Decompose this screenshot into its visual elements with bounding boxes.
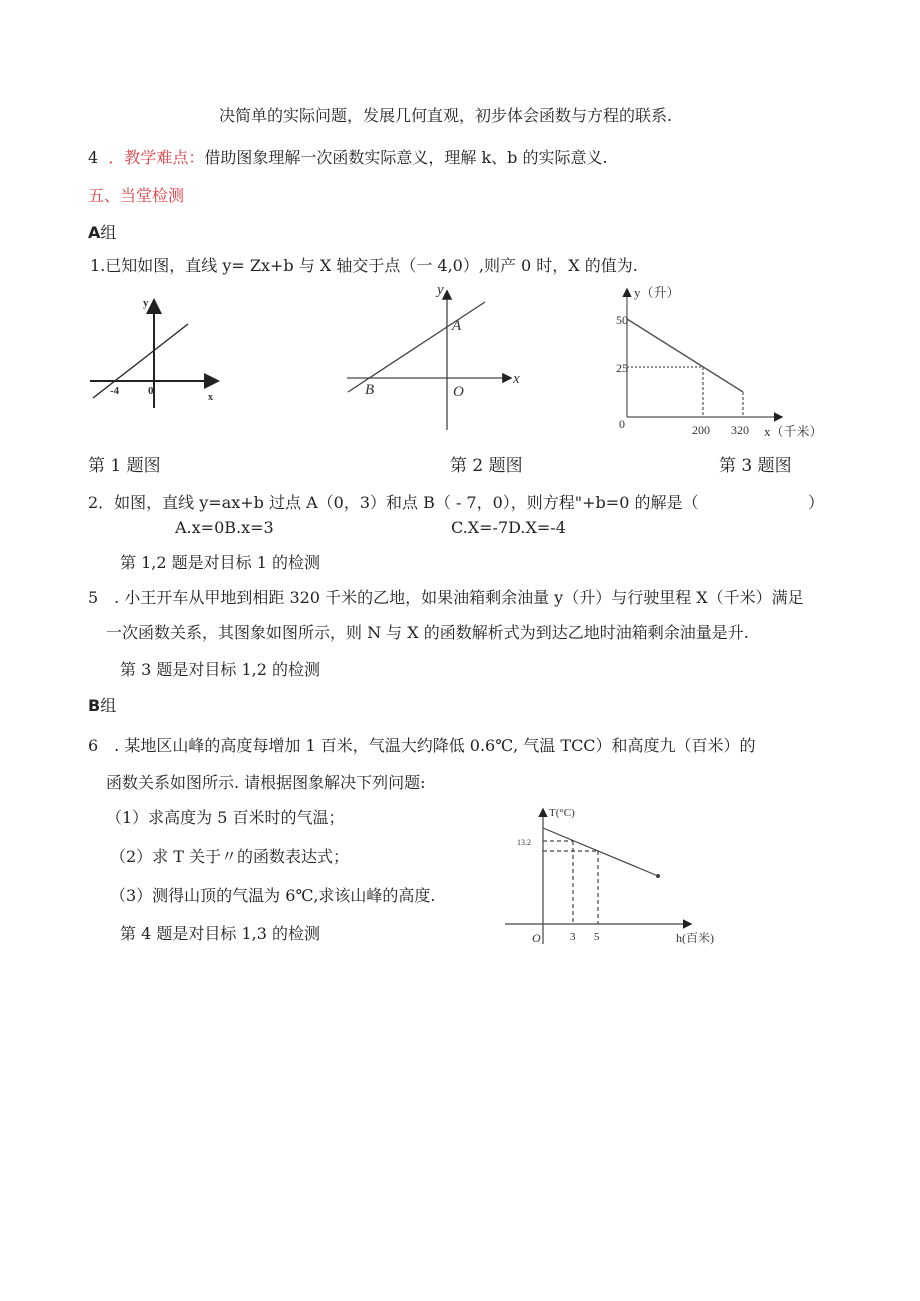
question-2-options-ab: A.x=0B.x=3 [175,518,274,537]
group-letter: A [88,223,101,242]
group-b-heading [88,696,116,716]
question-2-close: ） [808,493,825,512]
line [93,324,188,398]
section-heading: 五、当堂检测 [88,186,185,205]
note-q3: 第 3 题是对目标 1,2 的检测 [120,660,320,679]
group-text: 组 [100,223,117,242]
note-q4: 第 4 题是对目标 1,3 的检测 [120,924,320,943]
figure-3 [627,290,781,417]
question-6-part1: （1）求高度为 5 百米时的气温； [106,808,345,827]
question-6-line1: 6 . 某地区山峰的高度每增加 1 百米，气温大约降低 0.6℃, 气温 TCC）和高度九（百米）的 [88,736,756,755]
fig2-x-label: x [513,371,520,387]
intro-line: 决简单的实际问题，发展几何直观，初步体会函数与方程的联系. [219,106,673,125]
fig2-b-label: B [365,382,375,398]
line [543,828,658,876]
question-2: 2．如图，直线 y=ax+b 过点 A（0，3）和点 B（ - 7，0），则方程"+b=0 的解是（ [88,493,699,512]
fig3-tick-320: 320 [731,423,749,437]
fig1-y-label: y [143,297,149,309]
fig2-a-label: A [452,318,462,334]
figure-4 [505,810,690,944]
fig4-tick-3: 3 [570,931,576,943]
line [627,319,743,392]
figure-2-caption: 第 2 题图 [450,456,523,476]
figure-1-caption: 第 1 题图 [88,456,161,476]
fig1-zero-label: 0 [148,385,154,397]
fig2-o-label: O [453,384,464,400]
fig4-tick-13-2: 13.2 [517,838,531,847]
group-letter: B [88,696,101,715]
figure-2 [347,292,510,430]
figure-3-caption: 第 3 题图 [719,456,792,476]
fig3-y-label: y（升） [634,285,680,300]
fig4-x-label: h(百米) [676,931,714,945]
fig1-neg4-label: -4 [110,385,120,397]
fig3-tick-25: 25 [616,361,628,375]
fig1-x-label: x [208,392,213,403]
fig3-tick-0: 0 [619,417,625,431]
fig2-y-label: y [437,282,444,298]
question-6-line2: 函数关系如图所示. 请根据图象解决下列问题: [106,773,426,792]
question-6-part3: （3）测得山顶的气温为 6℃,求该山峰的高度. [110,886,436,905]
question-6-part2: （2）求 T 关于〃的函数表达式； [110,847,350,866]
difficulty-text: 借助图象理解一次函数实际意义，理解 k、b 的实际意义. [204,148,608,167]
fig4-y-label: T(°C) [549,807,575,819]
fig3-tick-50: 50 [616,313,628,327]
group-text: 组 [100,696,117,715]
note-q1-2: 第 1,2 题是对目标 1 的检测 [120,553,320,572]
fig4-tick-5: 5 [594,931,600,943]
question-2-options-cd: C.X=-7D.X=-4 [451,518,566,537]
question-5-line2: 一次函数关系，其图象如图所示，则 N 与 X 的函数解析式为到达乙地时油箱剩余油量是升. [106,623,749,642]
item-number: 4 [88,148,99,167]
question-5-line1: 5 . 小王开车从甲地到相距 320 千米的乙地，如果油箱剩余油量 y（升）与行驶里程 X（千米）满足 [88,588,804,607]
fig4-origin: O [532,931,541,945]
fig3-tick-200: 200 [692,423,710,437]
question-1: 1.已知如图，直线 y= Zx+b 与 X 轴交于点（一 4,0）,则产 0 时，X 的值为. [90,256,638,275]
difficulty-label: ．教学难点： [108,148,205,167]
fig3-x-label: x（千米） [764,424,823,439]
